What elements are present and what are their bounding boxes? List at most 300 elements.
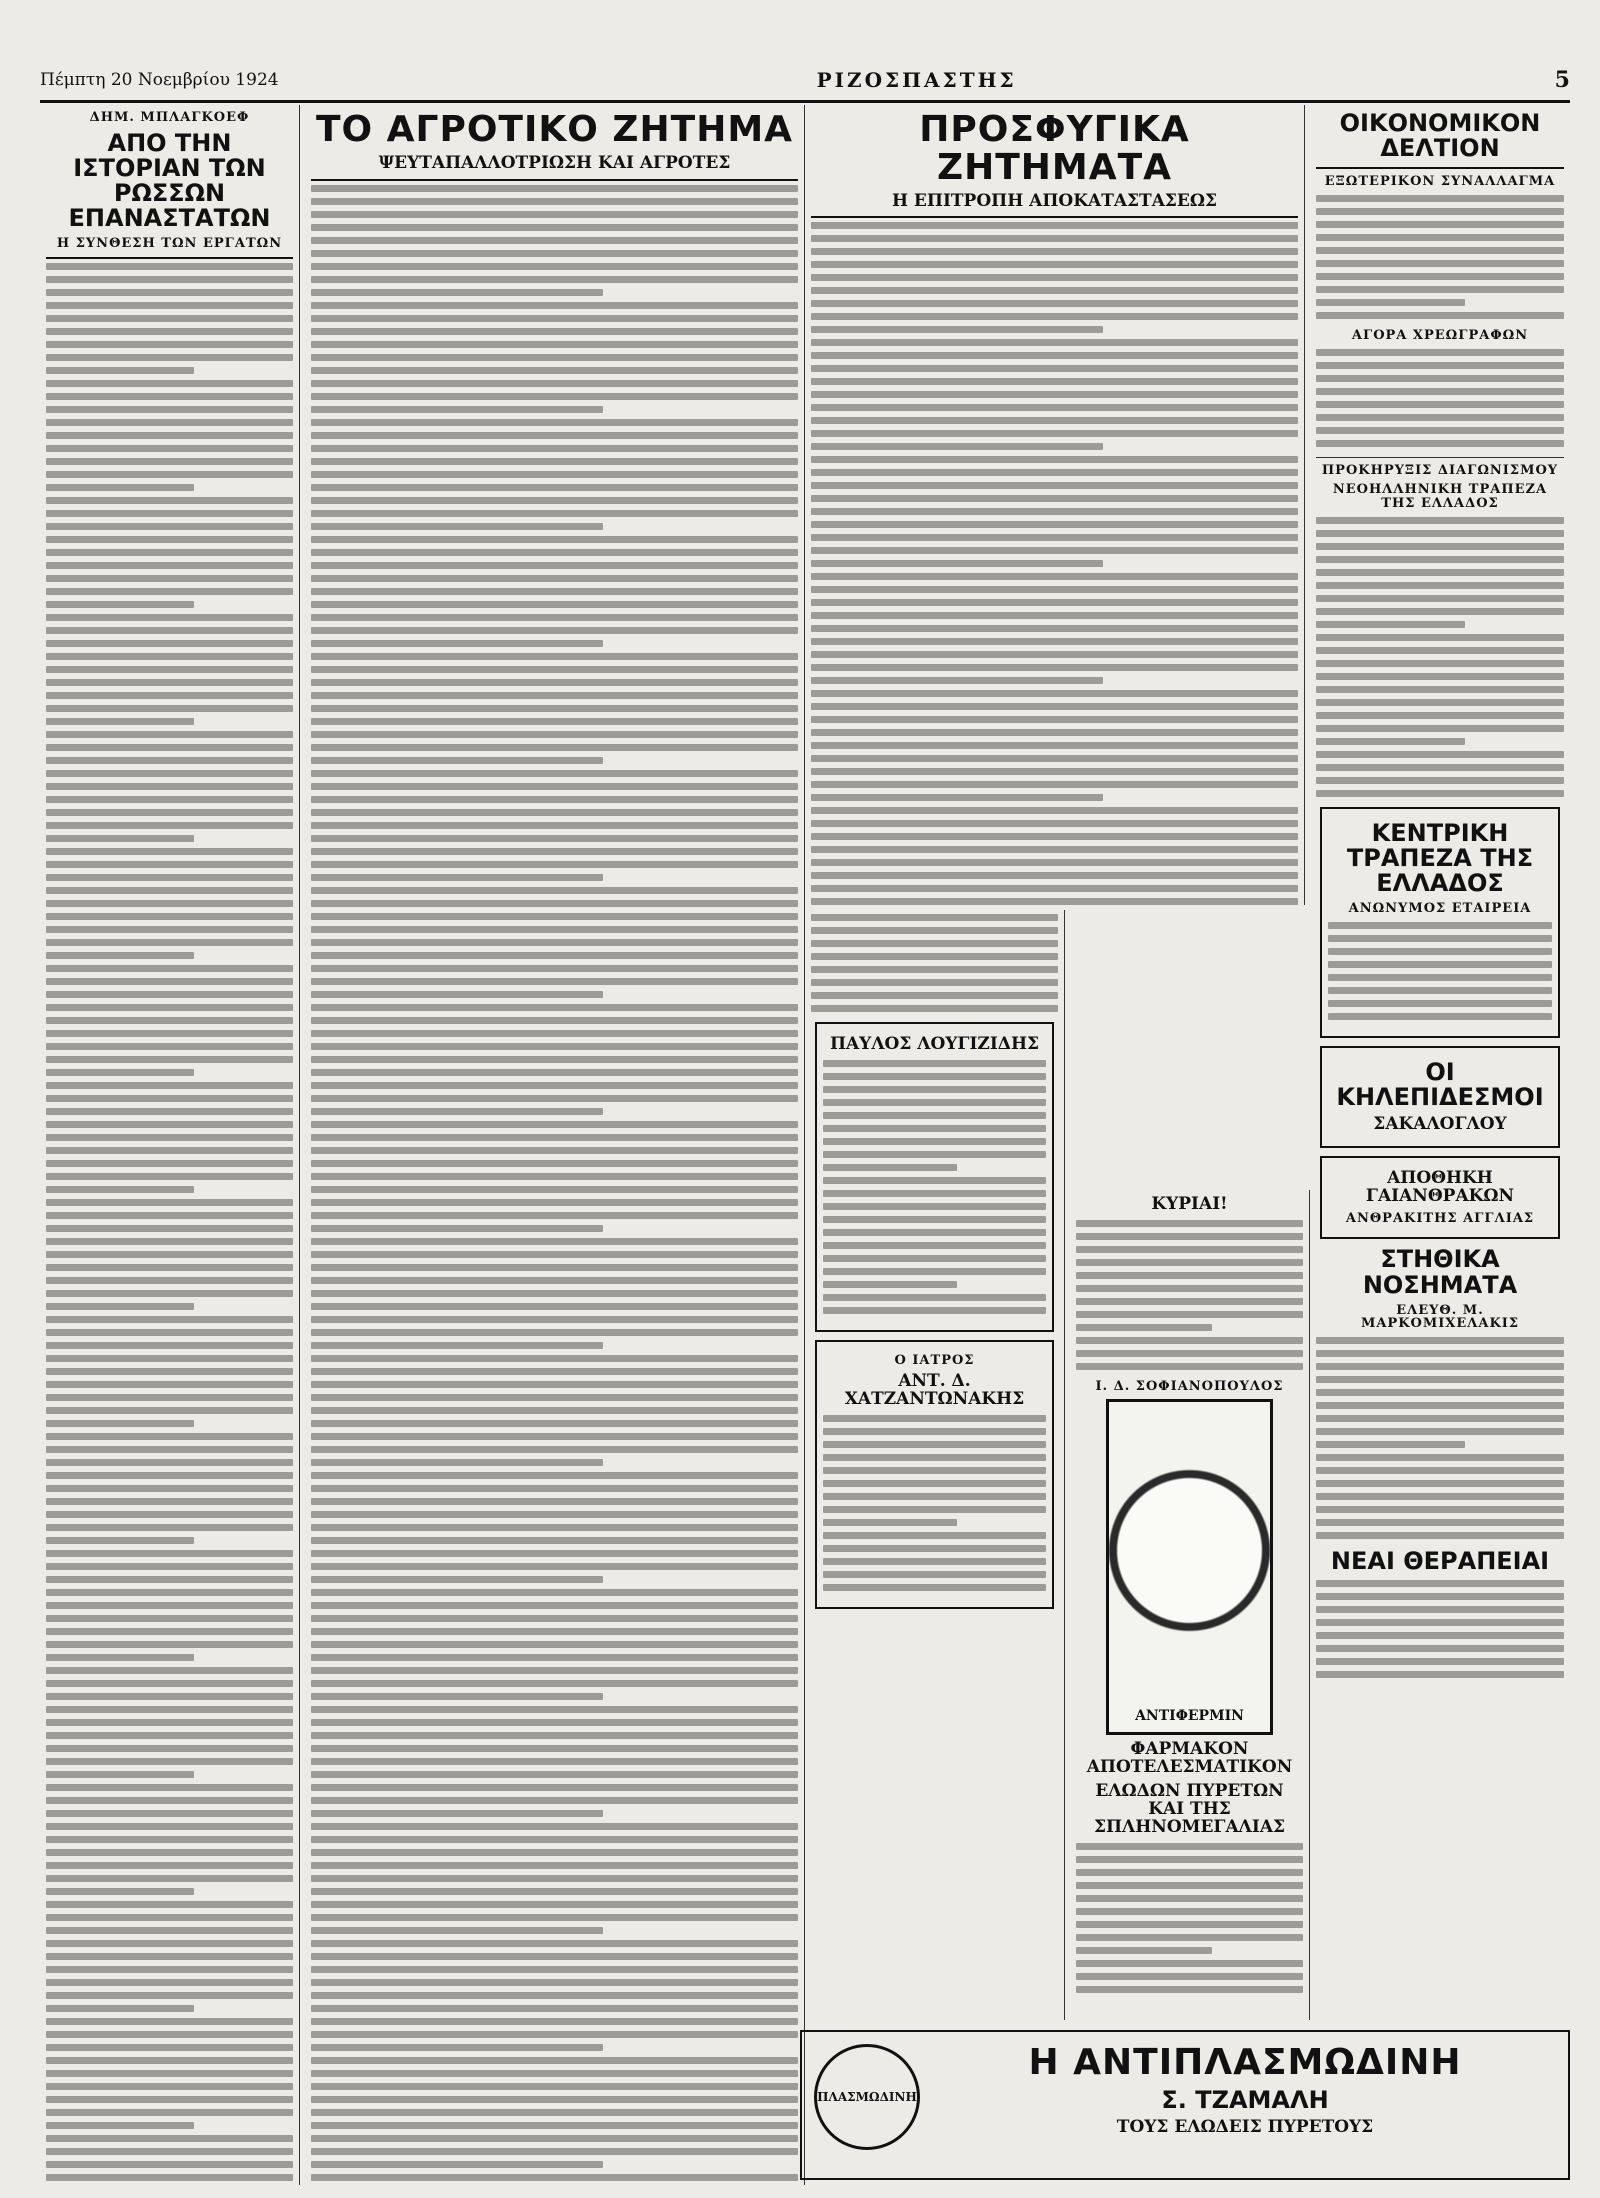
- text-line: [1076, 1869, 1303, 1876]
- text-line: [311, 1797, 798, 1804]
- text-line: [46, 1732, 293, 1739]
- text-line: [311, 1147, 798, 1154]
- text-line: [1316, 362, 1564, 369]
- column-ads-left: [805, 910, 1065, 2020]
- text-line: [311, 1901, 798, 1908]
- text-line: [46, 939, 293, 946]
- text-line: [311, 419, 798, 426]
- text-line: [46, 640, 293, 647]
- text-line: [311, 2044, 603, 2051]
- doctor-ad: [815, 1022, 1054, 1332]
- text-line: [46, 1563, 293, 1570]
- text-line: [311, 484, 798, 491]
- text-line: [811, 953, 1058, 960]
- text-line: [811, 872, 1298, 879]
- remedy-title: ΦΑΡΜΑΚΟΝ ΑΠΟΤΕΛΕΣΜΑΤΙΚΟΝ: [1086, 1739, 1293, 1778]
- text-line: [46, 1303, 194, 1310]
- doctor-ad-name: ΠΑΥΛΟΣ ΛΟΥΓΙΖΙΔΗΣ: [829, 1034, 1040, 1054]
- text-line: [46, 2018, 293, 2025]
- text-line: [311, 1043, 798, 1050]
- text-line: [311, 692, 798, 699]
- text-line: [46, 1914, 293, 1921]
- text-line: [311, 848, 798, 855]
- ad-body-placeholder: [823, 1060, 1046, 1314]
- central-bank-ad: [1320, 807, 1560, 1038]
- text-line: [1316, 1480, 1564, 1487]
- text-line: [311, 653, 798, 660]
- text-line: [1076, 1285, 1303, 1292]
- text-line: [811, 391, 1298, 398]
- text-line: [46, 1589, 293, 1596]
- text-line: [1316, 582, 1564, 589]
- text-line: [311, 2109, 798, 2116]
- text-line: [311, 328, 798, 335]
- text-line: [311, 445, 798, 452]
- text-line: [46, 1784, 293, 1791]
- lion-illustration: [1106, 1399, 1273, 1735]
- article-subtitle-history: Η ΣΥΝΘΕΣΗ ΤΩΝ ΕΡΓΑΤΩΝ: [56, 236, 283, 252]
- text-line: [46, 1108, 293, 1115]
- text-line: [46, 471, 293, 478]
- text-line: [811, 716, 1298, 723]
- text-line: [311, 1199, 798, 1206]
- text-line: [46, 484, 194, 491]
- text-line: [811, 979, 1058, 986]
- text-line: [46, 1173, 293, 1180]
- article-title-history: ΑΠΟ ΤΗΝ ΙΣΤΟΡΙΑΝ ΤΩΝ ΡΩΣΣΩΝ ΕΠΑΝΑΣΤΑΤΩΝ: [68, 128, 271, 233]
- text-line: [46, 1147, 293, 1154]
- text-line: [311, 705, 798, 712]
- text-line: [311, 1862, 798, 1869]
- text-line: [46, 718, 194, 725]
- text-line: [1316, 273, 1564, 280]
- text-line: [46, 588, 293, 595]
- text-line: [823, 1268, 1046, 1275]
- text-line: [311, 1576, 603, 1583]
- text-line: [1076, 1895, 1303, 1902]
- text-line: [311, 1303, 798, 1310]
- text-line: [311, 1654, 798, 1661]
- text-line: [823, 1519, 957, 1526]
- text-line: [46, 458, 293, 465]
- text-line: [46, 1017, 293, 1024]
- central-bank-title: ΚΕΝΤΡΙΚΗ ΤΡΑΠΕΖΑ ΤΗΣ ΕΛΛΑΔΟΣ: [1346, 818, 1534, 897]
- text-line: [1316, 312, 1564, 319]
- text-line: [46, 263, 293, 270]
- text-line: [311, 289, 603, 296]
- text-line: [46, 1862, 293, 1869]
- text-line: [311, 1251, 798, 1258]
- text-line: [311, 497, 798, 504]
- text-line: [46, 1511, 293, 1518]
- text-line: [46, 341, 293, 348]
- text-line: [46, 2031, 293, 2038]
- economics-section-exchange: ΕΞΩΤΕΡΙΚΟΝ ΣΥΝΑΛΛΑΓΜΑ: [1324, 174, 1556, 190]
- text-line: [46, 1576, 293, 1583]
- text-line: [811, 339, 1298, 346]
- text-line: [311, 757, 603, 764]
- text-placeholder: [1316, 1580, 1564, 1678]
- text-line: [1316, 1376, 1564, 1383]
- text-line: [311, 887, 798, 894]
- text-line: [1316, 1363, 1564, 1370]
- text-line: [46, 2109, 293, 2116]
- text-line: [46, 1810, 293, 1817]
- bandages-ad-title: ΟΙ ΚΗΛΕΠΙΔΕΣΜΟΙ: [1336, 1057, 1544, 1111]
- text-line: [311, 666, 798, 673]
- text-line: [1316, 1606, 1564, 1613]
- text-line: [311, 276, 798, 283]
- text-line: [46, 1472, 293, 1479]
- lion-caption: ΑΝΤΙΦΕΡΜΙΝ: [1135, 1708, 1244, 1725]
- text-line: [311, 1381, 798, 1388]
- text-line: [311, 1979, 798, 1986]
- text-line: [1316, 221, 1564, 228]
- text-line: [1076, 1973, 1303, 1980]
- text-line: [46, 1966, 293, 1973]
- text-line: [311, 1394, 798, 1401]
- text-line: [823, 1480, 1046, 1487]
- text-line: [1316, 1467, 1564, 1474]
- text-line: [1316, 1454, 1564, 1461]
- text-line: [823, 1454, 1046, 1461]
- text-line: [1316, 234, 1564, 241]
- text-line: [46, 2083, 293, 2090]
- text-line: [46, 1849, 293, 1856]
- text-line: [311, 1238, 798, 1245]
- text-line: [311, 1108, 603, 1115]
- text-line: [311, 1771, 798, 1778]
- text-line: [1316, 1671, 1564, 1678]
- text-line: [1076, 1921, 1303, 1928]
- text-line: [1076, 1350, 1303, 1357]
- text-line: [311, 2161, 603, 2168]
- text-line: [1076, 1947, 1212, 1954]
- text-line: [811, 248, 1298, 255]
- text-line: [811, 261, 1298, 268]
- text-line: [46, 1160, 293, 1167]
- text-line: [46, 1524, 293, 1531]
- text-line: [311, 1329, 798, 1336]
- text-line: [311, 991, 603, 998]
- text-line: [311, 861, 798, 868]
- text-line: [1316, 349, 1564, 356]
- text-line: [311, 822, 798, 829]
- text-line: [1076, 1324, 1212, 1331]
- text-line: [1076, 1298, 1303, 1305]
- text-line: [811, 914, 1058, 921]
- doctor-ad-2: [815, 1340, 1054, 1609]
- text-line: [46, 1316, 293, 1323]
- text-line: [1076, 1882, 1303, 1889]
- text-line: [311, 744, 798, 751]
- text-line: [823, 1086, 1046, 1093]
- text-line: [46, 1797, 293, 1804]
- text-line: [311, 1368, 798, 1375]
- text-line: [311, 1485, 798, 1492]
- text-line: [811, 352, 1298, 359]
- text-line: [823, 1203, 1046, 1210]
- text-line: [811, 560, 1103, 567]
- bandages-ad: [1320, 1046, 1560, 1148]
- text-line: [811, 521, 1298, 528]
- text-line: [311, 523, 603, 530]
- text-line: [311, 549, 798, 556]
- text-line: [1076, 1843, 1303, 1850]
- text-line: [46, 1654, 194, 1661]
- text-line: [46, 1446, 293, 1453]
- text-line: [311, 185, 798, 192]
- text-line: [311, 1316, 798, 1323]
- text-line: [46, 1030, 293, 1037]
- column-economics: [1310, 105, 1570, 2185]
- text-placeholder: [1316, 349, 1564, 447]
- text-line: [811, 781, 1298, 788]
- text-line: [1316, 1337, 1564, 1344]
- text-line: [1316, 1506, 1564, 1513]
- text-line: [823, 1467, 1046, 1474]
- text-line: [823, 1229, 1046, 1236]
- text-line: [46, 1420, 194, 1427]
- text-line: [1328, 922, 1552, 929]
- ad-body-placeholder: [823, 1415, 1046, 1591]
- text-line: [311, 432, 798, 439]
- text-line: [46, 2122, 194, 2129]
- text-line: [311, 627, 798, 634]
- text-line: [1316, 764, 1564, 771]
- text-line: [311, 2122, 798, 2129]
- text-line: [1316, 777, 1564, 784]
- text-line: [1076, 1337, 1303, 1344]
- text-line: [311, 1277, 798, 1284]
- text-line: [46, 393, 293, 400]
- text-line: [1076, 1259, 1303, 1266]
- text-line: [311, 1342, 603, 1349]
- text-line: [1316, 673, 1564, 680]
- text-line: [1316, 556, 1564, 563]
- text-line: [46, 1901, 293, 1908]
- text-line: [811, 456, 1298, 463]
- text-line: [311, 1225, 603, 1232]
- text-line: [311, 900, 798, 907]
- article-title-agrarian: ΤΟ ΑΓΡΟΤΙΚΟ ΖΗΤΗΜΑ: [315, 109, 794, 150]
- ladies-ad-title: ΚΥΡΙΑΙ!: [1151, 1194, 1228, 1214]
- text-line: [311, 2070, 798, 2077]
- text-line: [311, 198, 798, 205]
- text-line: [46, 744, 293, 751]
- text-line: [311, 1407, 798, 1414]
- text-line: [1076, 1960, 1303, 1967]
- text-line: [311, 1849, 798, 1856]
- text-line: [311, 2005, 798, 2012]
- text-line: [811, 313, 1298, 320]
- ladies-ad-signature: Ι. Δ. ΣΟΦΙΑΝΟΠΟΥΛΟΣ: [1095, 1378, 1284, 1394]
- text-line: [1076, 1272, 1303, 1279]
- text-line: [1328, 1000, 1552, 1007]
- text-line: [46, 1186, 194, 1193]
- text-line: [1076, 1233, 1303, 1240]
- text-line: [823, 1532, 1046, 1539]
- text-line: [46, 2070, 293, 2077]
- text-line: [311, 601, 798, 608]
- masthead: [40, 60, 1570, 103]
- text-line: [311, 1472, 798, 1479]
- article-subtitle-agrarian: ΨΕΥΤΑΠΑΛΛΟΤΡΙΩΣΗ ΚΑΙ ΑΓΡΟΤΕΣ: [378, 152, 731, 173]
- text-line: [311, 510, 798, 517]
- text-line: [311, 1069, 798, 1076]
- text-line: [311, 1680, 798, 1687]
- text-line: [823, 1164, 957, 1171]
- byline: ΔΗΜ. ΜΠΛΑΓΚΟΕΦ: [89, 110, 250, 125]
- text-line: [46, 1004, 293, 1011]
- text-line: [46, 666, 293, 673]
- text-line: [46, 1394, 293, 1401]
- coal-ad-title: ΑΠΟΘΗΚΗ ΓΑΙΑΝΘΡΑΚΩΝ: [1365, 1168, 1515, 1206]
- text-line: [311, 1082, 798, 1089]
- text-line: [46, 1953, 293, 1960]
- text-line: [811, 326, 1103, 333]
- text-line: [1328, 948, 1552, 955]
- text-line: [311, 1667, 798, 1674]
- text-line: [823, 1138, 1046, 1145]
- text-line: [46, 1537, 194, 1544]
- text-line: [311, 1537, 798, 1544]
- text-line: [823, 1151, 1046, 1158]
- text-line: [311, 1004, 798, 1011]
- text-line: [46, 822, 293, 829]
- text-line: [1316, 1619, 1564, 1626]
- text-line: [311, 965, 798, 972]
- text-line: [311, 1446, 798, 1453]
- text-line: [46, 2057, 293, 2064]
- text-line: [1076, 1856, 1303, 1863]
- text-line: [46, 445, 293, 452]
- text-line: [46, 380, 293, 387]
- text-line: [46, 692, 293, 699]
- text-line: [46, 627, 293, 634]
- text-line: [311, 679, 798, 686]
- text-line: [311, 1459, 603, 1466]
- text-line: [1316, 569, 1564, 576]
- text-line: [46, 1745, 293, 1752]
- text-line: [46, 1251, 293, 1258]
- text-line: [311, 315, 798, 322]
- text-line: [823, 1428, 1046, 1435]
- text-line: [311, 2083, 798, 2090]
- text-line: [823, 1545, 1046, 1552]
- text-line: [311, 471, 798, 478]
- text-line: [46, 861, 293, 868]
- text-line: [311, 1784, 798, 1791]
- chest-diseases-doctor: ΕΛΕΥΘ. Μ. ΜΑΡΚΟΜΙΧΕΛΑΚΙΣ: [1360, 1302, 1520, 1332]
- text-line: [46, 1264, 293, 1271]
- article-subtitle-refugees: Η ΕΠΙΤΡΟΠΗ ΑΠΟΚΑΤΑΣΤΑΣΕΩΣ: [891, 190, 1218, 211]
- text-line: [46, 1082, 293, 1089]
- text-line: [46, 406, 293, 413]
- text-line: [46, 2005, 194, 2012]
- text-line: [823, 1558, 1046, 1565]
- text-line: [1316, 195, 1564, 202]
- text-line: [311, 1290, 798, 1297]
- text-line: [311, 1550, 798, 1557]
- text-line: [46, 1706, 293, 1713]
- text-line: [311, 1524, 798, 1531]
- text-line: [823, 1112, 1046, 1119]
- text-line: [311, 1186, 798, 1193]
- text-line: [811, 599, 1298, 606]
- text-line: [311, 1888, 798, 1895]
- text-line: [311, 1732, 798, 1739]
- text-line: [1316, 790, 1564, 797]
- text-line: [46, 1550, 293, 1557]
- text-line: [311, 263, 798, 270]
- text-line: [1328, 1013, 1552, 1020]
- text-line: [311, 1173, 798, 1180]
- text-line: [311, 1823, 798, 1830]
- text-line: [311, 380, 798, 387]
- text-line: [1316, 660, 1564, 667]
- text-line: [811, 534, 1298, 541]
- text-line: [46, 1680, 293, 1687]
- text-line: [311, 458, 798, 465]
- text-line: [811, 222, 1298, 229]
- text-line: [311, 1589, 798, 1596]
- text-line: [1316, 208, 1564, 215]
- text-line: [311, 1056, 798, 1063]
- text-line: [311, 1953, 798, 1960]
- text-line: [1316, 1593, 1564, 1600]
- text-line: [311, 783, 798, 790]
- text-line: [1328, 935, 1552, 942]
- text-line: [46, 1641, 293, 1648]
- text-line: [1076, 1311, 1303, 1318]
- text-line: [1076, 1934, 1303, 1941]
- text-line: [311, 1914, 798, 1921]
- text-line: [311, 354, 798, 361]
- text-line: [311, 952, 798, 959]
- text-line: [1076, 1246, 1303, 1253]
- text-line: [811, 729, 1298, 736]
- text-line: [46, 1069, 194, 1076]
- text-line: [46, 536, 293, 543]
- text-line: [811, 992, 1058, 999]
- text-line: [311, 1875, 798, 1882]
- text-line: [311, 1940, 798, 1947]
- text-line: [46, 523, 293, 530]
- antiplasmodine-maker: Σ. ΤΖΑΜΑΛΗ: [1161, 2085, 1329, 2114]
- text-line: [311, 1927, 603, 1934]
- text-line: [46, 679, 293, 686]
- text-line: [46, 276, 293, 283]
- text-line: [46, 1719, 293, 1726]
- column-history: [40, 105, 300, 2185]
- text-line: [311, 224, 798, 231]
- text-line: [46, 1407, 293, 1414]
- text-line: [311, 1745, 798, 1752]
- text-line: [811, 573, 1298, 580]
- text-line: [311, 978, 798, 985]
- text-line: [1316, 375, 1564, 382]
- text-line: [311, 1212, 798, 1219]
- text-line: [1316, 738, 1465, 745]
- text-line: [811, 547, 1298, 554]
- text-line: [1316, 1441, 1465, 1448]
- text-line: [823, 1125, 1046, 1132]
- text-line: [46, 887, 293, 894]
- text-line: [1316, 1428, 1564, 1435]
- text-line: [311, 211, 798, 218]
- text-line: [46, 1628, 293, 1635]
